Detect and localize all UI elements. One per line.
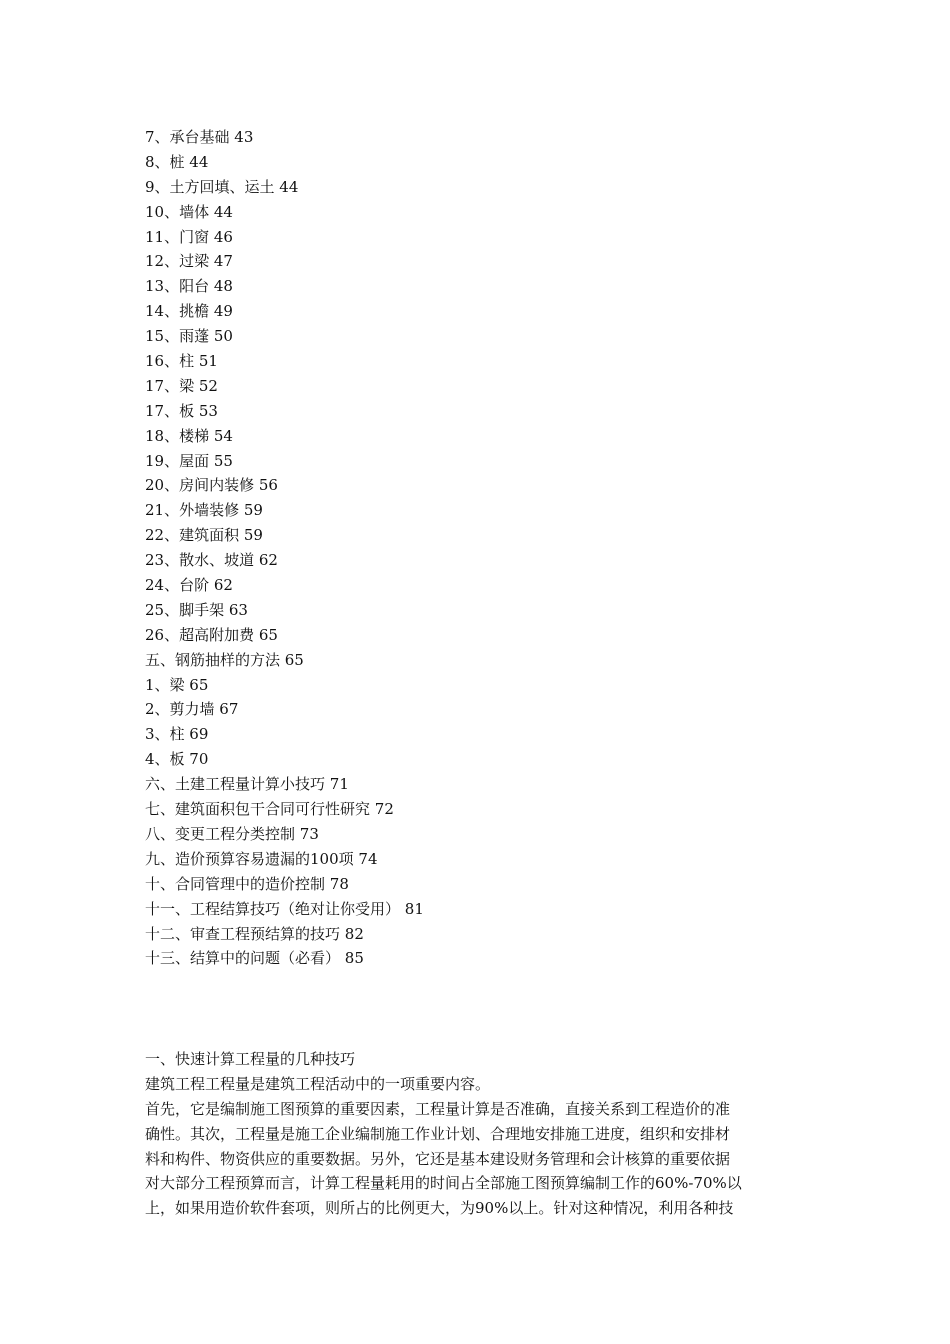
toc-section-entry: 八、变更工程分类控制 73 <box>145 824 319 843</box>
section-body <box>145 1047 813 1221</box>
section-heading: 一、快速计算工程量的几种技巧 <box>145 1050 356 1068</box>
toc-entry: 23、散水、坡道 62 <box>145 551 278 570</box>
toc-entry: 8、桩 44 <box>145 152 209 171</box>
toc-section-entry: 九、造价预算容易遗漏的100项 74 <box>145 849 378 868</box>
toc-section-entry: 十、合同管理中的造价控制 78 <box>145 874 349 893</box>
table-of-contents <box>145 125 424 971</box>
toc-section-entry: 七、建筑面积包干合同可行性研究 72 <box>145 800 394 819</box>
toc-entry: 21、外墙装修 59 <box>145 501 263 520</box>
toc-entry: 22、建筑面积 59 <box>145 526 263 545</box>
toc-entry: 26、超高附加费 65 <box>145 625 278 644</box>
toc-section-entry: 六、土建工程量计算小技巧 71 <box>145 775 349 794</box>
toc-entry: 12、过梁 47 <box>145 252 233 271</box>
toc-entry: 24、台阶 62 <box>145 576 233 595</box>
toc-entry: 11、门窗 46 <box>145 227 233 246</box>
paragraph-line: 确性。其次，工程量是施工企业编制施工作业计划、合理地安排施工进度，组织和安排材 <box>145 1124 731 1143</box>
paragraph-line: 料和构件、物资供应的重要数据。另外，它还是基本建设财务管理和会计核算的重要依据 <box>145 1149 731 1168</box>
paragraph-line: 首先，它是编制施工图预算的重要因素，工程量计算是否准确，直接关系到工程造价的准 <box>145 1099 731 1118</box>
toc-entry: 2、剪力墙 67 <box>145 700 239 719</box>
paragraph-line: 对大部分工程预算而言，计算工程量耗用的时间占全部施工图预算编制工作的60%-70%以 <box>145 1174 742 1193</box>
toc-entry: 10、墙体 44 <box>145 202 233 221</box>
toc-section-entry: 五、钢筋抽样的方法 65 <box>145 650 304 669</box>
toc-section-entry: 十二、审查工程预结算的技巧 82 <box>145 924 364 943</box>
toc-entry: 20、房间内装修 56 <box>145 476 278 495</box>
paragraph-line: 上，如果用造价软件套项，则所占的比例更大，为90%以上。针对这种情况，利用各种技 <box>145 1199 734 1218</box>
toc-entry: 17、板 53 <box>145 401 218 420</box>
toc-entry: 7、承台基础 43 <box>145 128 254 146</box>
toc-entry: 18、楼梯 54 <box>145 426 233 445</box>
toc-entry: 1、梁 65 <box>145 675 209 694</box>
toc-entry: 3、柱 69 <box>145 725 209 744</box>
toc-entry: 15、雨蓬 50 <box>145 327 233 346</box>
toc-section-entry: 十一、工程结算技巧（绝对让你受用） 81 <box>145 899 424 918</box>
toc-entry: 13、阳台 48 <box>145 277 233 296</box>
toc-section-entry: 十三、结算中的问题（必看） 85 <box>145 949 364 968</box>
toc-entry: 17、梁 52 <box>145 376 218 395</box>
toc-entry: 19、屋面 55 <box>145 451 233 470</box>
toc-entry: 4、板 70 <box>145 750 209 769</box>
toc-entry: 9、土方回填、运土 44 <box>145 177 299 196</box>
toc-entry: 25、脚手架 63 <box>145 600 248 619</box>
toc-entry: 14、挑檐 49 <box>145 302 233 321</box>
paragraph-line: 建筑工程工程量是建筑工程活动中的一项重要内容。 <box>145 1074 491 1093</box>
toc-entry: 16、柱 51 <box>145 352 218 371</box>
